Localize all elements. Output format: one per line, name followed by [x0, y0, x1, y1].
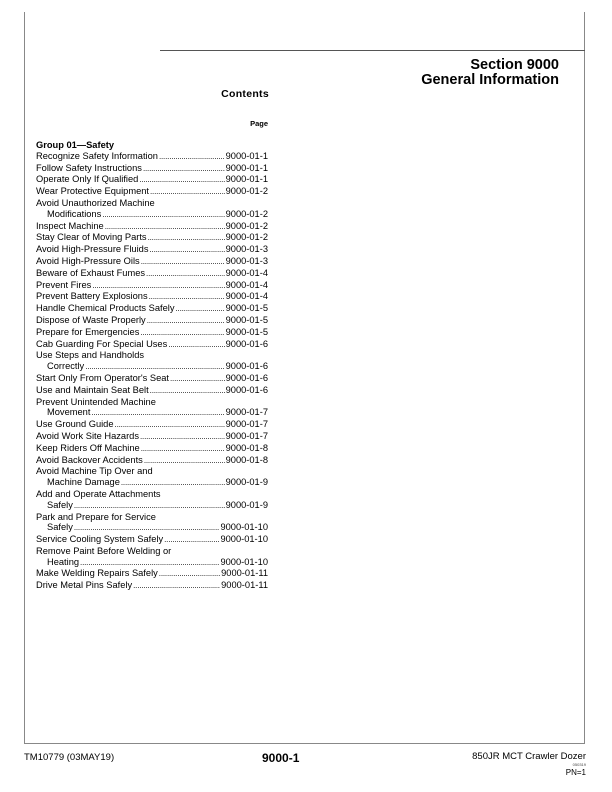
toc-entry-label: Beware of Exhaust Fumes	[36, 267, 146, 278]
toc-leader-dots	[115, 419, 225, 431]
toc-entry-list	[36, 151, 268, 592]
toc-entry	[36, 151, 268, 163]
toc-entry	[36, 546, 268, 557]
toc-entry	[36, 512, 268, 523]
toc-entry-label: Wear Protective Equipment	[36, 186, 149, 197]
toc-leader-dots	[92, 280, 224, 292]
toc-entry-label: Stay Clear of Moving Parts	[36, 232, 147, 243]
toc-entry	[36, 268, 268, 280]
contents-heading-text: Contents	[221, 88, 269, 100]
toc-entry	[36, 466, 268, 477]
toc-entry	[36, 209, 268, 221]
toc-entry-page: 9000-01-10	[220, 534, 268, 545]
toc-entry-label: Avoid High-Pressure Fluids	[36, 244, 149, 255]
toc-leader-dots	[149, 291, 225, 303]
toc-entry-label: Use Steps and Handholds	[36, 350, 145, 361]
toc-entry-page: 9000-01-1	[225, 174, 268, 185]
toc-entry-page: 9000-01-8	[225, 442, 268, 453]
toc-entry-page: 9000-01-11	[221, 580, 268, 591]
toc-leader-dots	[91, 407, 224, 419]
toc-entry	[36, 303, 268, 315]
toc-leader-dots	[140, 431, 225, 443]
toc-entry-label: Avoid Backover Accidents	[36, 454, 143, 465]
toc-entry	[36, 489, 268, 500]
toc-entry	[36, 500, 268, 512]
group-title: Group 01—Safety	[36, 140, 115, 150]
toc-leader-dots	[170, 373, 225, 385]
toc-entry-page: 9000-01-6	[225, 384, 268, 395]
footer-pn: PN=1	[565, 768, 586, 777]
toc-entry-label: Prevent Unintended Machine	[36, 396, 156, 407]
toc-leader-dots	[121, 477, 225, 489]
toc-entry	[36, 339, 268, 351]
toc-entry-label: Use and Maintain Seat Belt	[36, 384, 149, 395]
toc-entry-label: Modifications	[47, 208, 102, 219]
toc-entry-page: 9000-01-10	[220, 522, 268, 533]
toc-entry-page: 9000-01-8	[225, 454, 268, 465]
toc-entry-page: 9000-01-6	[225, 372, 268, 383]
toc-leader-dots	[146, 268, 225, 280]
toc-entry-page: 9000-01-4	[225, 267, 268, 278]
toc-leader-dots	[85, 361, 224, 373]
toc-entry-page: 9000-01-5	[225, 314, 268, 325]
toc-entry-page: 9000-01-2	[225, 208, 268, 219]
toc-leader-dots	[176, 303, 225, 315]
toc-entry	[36, 221, 268, 233]
toc-entry	[36, 232, 268, 244]
toc-leader-dots	[150, 186, 225, 198]
section-number: Section 9000	[470, 57, 559, 73]
contents-heading	[36, 88, 268, 100]
toc-leader-dots	[133, 580, 220, 592]
footer-product: 850JR MCT Crawler Dozer	[472, 751, 586, 762]
toc-entry-label: Safely	[47, 522, 73, 533]
toc-entry-label: Keep Riders Off Machine	[36, 442, 140, 453]
toc-entry-label: Add and Operate Attachments	[36, 488, 161, 499]
toc-entry	[36, 373, 268, 385]
toc-entry-page: 9000-01-5	[225, 326, 268, 337]
section-name: General Information	[421, 72, 559, 88]
toc-entry-label: Park and Prepare for Service	[36, 511, 156, 522]
toc-entry-page: 9000-01-9	[225, 499, 268, 510]
page-column-label: Page	[250, 119, 268, 128]
toc-entry-page: 9000-01-6	[225, 338, 268, 349]
toc-entry-label: Heating	[47, 556, 80, 567]
toc-leader-dots	[102, 209, 224, 221]
toc-entry-label: Movement	[47, 407, 91, 418]
toc-entry-label: Avoid High-Pressure Oils	[36, 255, 140, 266]
toc-entry	[36, 291, 268, 303]
toc-entry	[36, 568, 268, 580]
toc-entry-page: 9000-01-4	[225, 279, 268, 290]
toc-leader-dots	[150, 385, 225, 397]
toc-entry-label: Handle Chemical Products Safely	[36, 303, 175, 314]
toc-leader-dots	[80, 557, 219, 569]
toc-entry-label: Service Cooling System Safely	[36, 534, 164, 545]
toc-entry-page: 9000-01-10	[220, 556, 268, 567]
toc-leader-dots	[164, 534, 219, 546]
toc-leader-dots	[149, 244, 224, 256]
toc-entry	[36, 315, 268, 327]
toc-entry	[36, 361, 268, 373]
footer-code: 050319	[572, 762, 586, 767]
toc-entry	[36, 455, 268, 467]
toc-entry-label: Avoid Work Site Hazards	[36, 430, 139, 441]
toc-entry-label: Avoid Unauthorized Machine	[36, 197, 155, 208]
toc-entry	[36, 477, 268, 489]
toc-leader-dots	[74, 500, 225, 512]
toc-entry	[36, 557, 268, 569]
toc-entry	[36, 522, 268, 534]
toc-entry	[36, 186, 268, 198]
toc-leader-dots	[141, 256, 225, 268]
toc-entry-label: Machine Damage	[47, 477, 120, 488]
toc-entry-page: 9000-01-4	[225, 291, 268, 302]
toc-entry	[36, 385, 268, 397]
toc-entry-label: Prevent Fires	[36, 279, 92, 290]
toc-entry	[36, 580, 268, 592]
toc-entry-label: Follow Safety Instructions	[36, 162, 142, 173]
toc-entry	[36, 174, 268, 186]
toc-entry-label: Prevent Battery Explosions	[36, 291, 148, 302]
footer-page-number: 9000-1	[262, 751, 300, 765]
toc-entry-label: Remove Paint Before Welding or	[36, 545, 172, 556]
toc-entry-page: 9000-01-7	[225, 407, 268, 418]
toc-leader-dots	[105, 221, 225, 233]
toc-entry-page: 9000-01-11	[221, 568, 268, 579]
toc-entry-label: Cab Guarding For Special Uses	[36, 338, 168, 349]
toc-entry-page: 9000-01-6	[225, 361, 268, 372]
toc-entry-label: Drive Metal Pins Safely	[36, 580, 133, 591]
footer-doc-id: TM10779 (03MAY19)	[24, 752, 115, 763]
toc-entry	[36, 397, 268, 408]
toc-entry-page: 9000-01-2	[225, 220, 268, 231]
toc-entry	[36, 327, 268, 339]
toc-entry-label: Recognize Safety Information	[36, 150, 158, 161]
toc-entry	[36, 534, 268, 546]
toc-entry-label: Safely	[47, 499, 73, 510]
toc-entry-page: 9000-01-2	[225, 186, 268, 197]
toc-entry-page: 9000-01-3	[225, 244, 268, 255]
toc-leader-dots	[168, 339, 224, 351]
toc-entry-page: 9000-01-2	[225, 232, 268, 243]
toc-leader-dots	[159, 568, 220, 580]
toc-entry	[36, 443, 268, 455]
table-of-contents	[36, 140, 268, 592]
toc-entry	[36, 280, 268, 292]
toc-leader-dots	[148, 232, 225, 244]
toc-entry	[36, 407, 268, 419]
toc-entry-label: Dispose of Waste Properly	[36, 314, 146, 325]
toc-leader-dots	[141, 443, 225, 455]
toc-entry	[36, 244, 268, 256]
toc-entry-label: Avoid Machine Tip Over and	[36, 466, 153, 477]
toc-leader-dots	[159, 151, 225, 163]
toc-entry-page: 9000-01-1	[225, 150, 268, 161]
toc-entry-page: 9000-01-3	[225, 255, 268, 266]
toc-leader-dots	[140, 327, 224, 339]
toc-entry	[36, 431, 268, 443]
toc-leader-dots	[147, 315, 225, 327]
toc-entry-label: Inspect Machine	[36, 220, 104, 231]
toc-entry-label: Make Welding Repairs Safely	[36, 568, 158, 579]
section-title-block	[421, 58, 559, 88]
toc-entry-page: 9000-01-9	[225, 477, 268, 488]
toc-entry-page: 9000-01-7	[225, 430, 268, 441]
toc-entry-label: Correctly	[47, 361, 85, 372]
toc-entry-label: Operate Only If Qualified	[36, 174, 139, 185]
toc-leader-dots	[143, 163, 225, 175]
toc-leader-dots	[74, 522, 220, 534]
toc-entry-label: Start Only From Operator's Seat	[36, 372, 170, 383]
toc-entry-page: 9000-01-1	[225, 162, 268, 173]
toc-entry	[36, 256, 268, 268]
toc-leader-dots	[139, 174, 224, 186]
toc-entry	[36, 163, 268, 175]
toc-leader-dots	[144, 455, 225, 467]
toc-entry-label: Prepare for Emergencies	[36, 326, 140, 337]
toc-entry-page: 9000-01-7	[225, 419, 268, 430]
toc-entry	[36, 419, 268, 431]
toc-entry	[36, 198, 268, 209]
toc-entry	[36, 350, 268, 361]
toc-entry-label: Use Ground Guide	[36, 419, 114, 430]
toc-entry-page: 9000-01-5	[225, 303, 268, 314]
header-rule	[160, 50, 585, 51]
